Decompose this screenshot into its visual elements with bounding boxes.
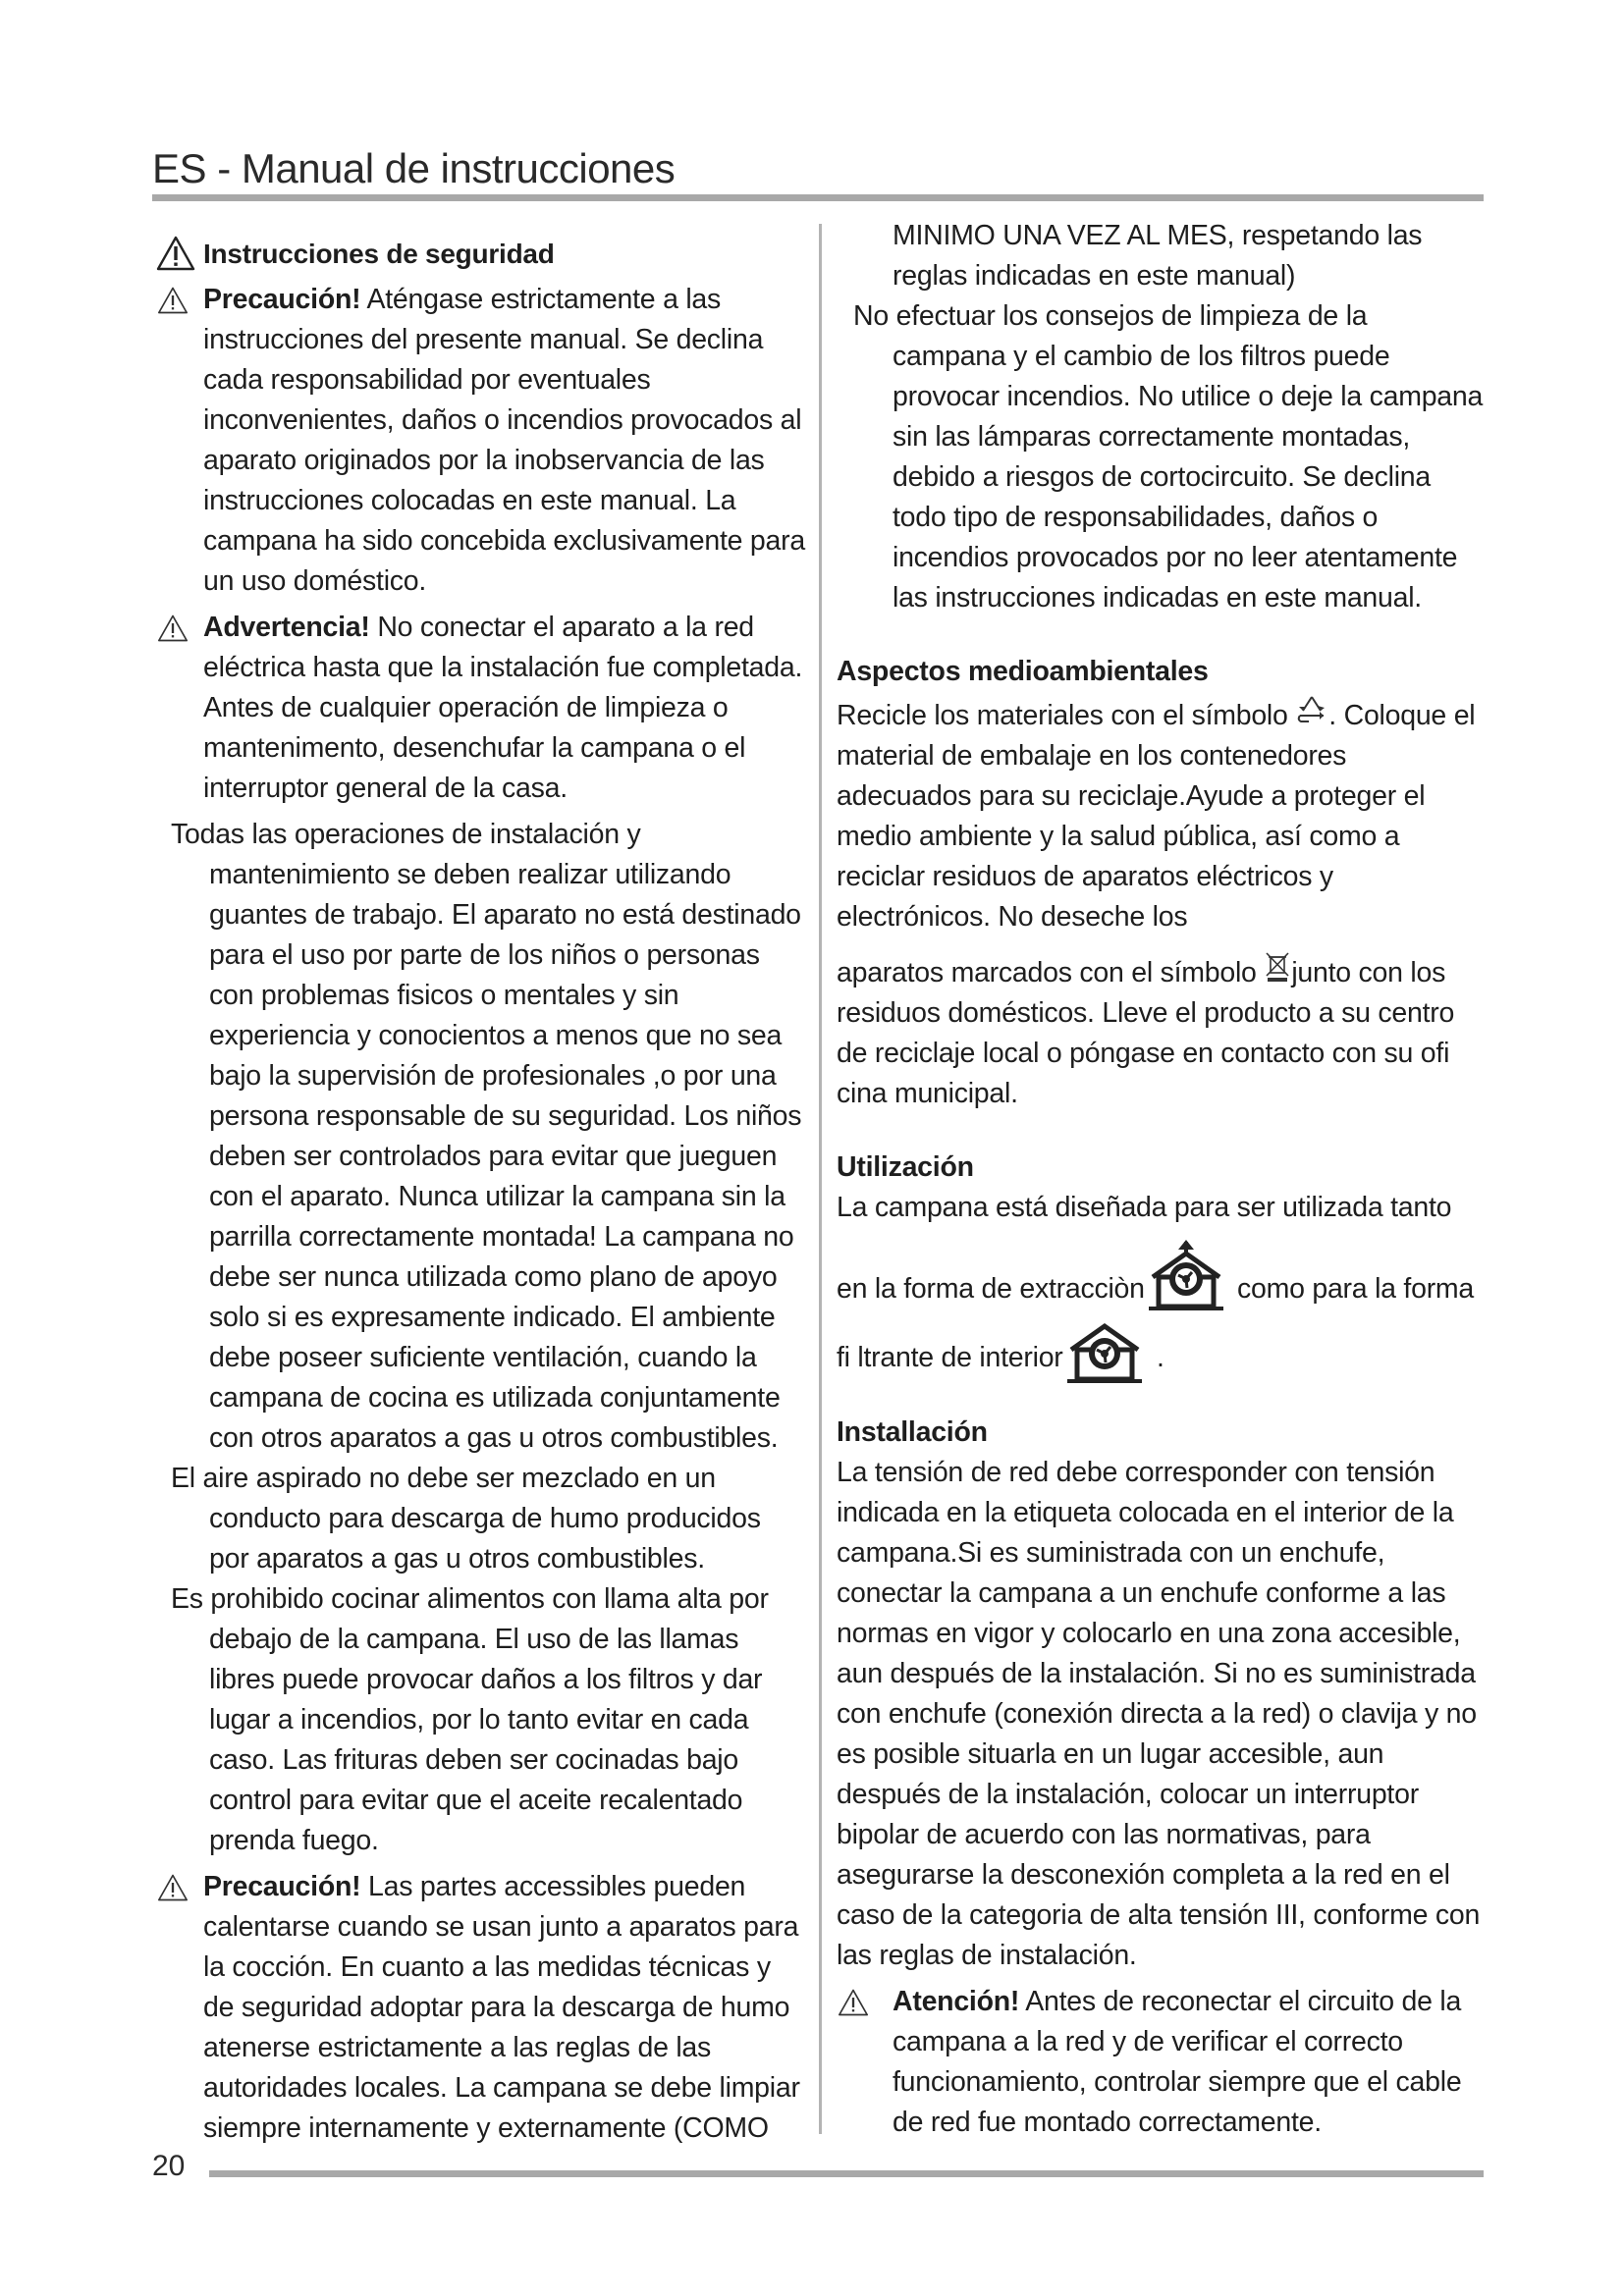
environment-text-c: aparatos marcados con el símbolo: [837, 957, 1265, 988]
usage-heading: Utilización: [837, 1151, 974, 1183]
precaucion-notice: [156, 280, 805, 602]
paragraph-aspirated-air: El aire aspirado no debe ser mezclado en un conducto para descarga de humo producidos por aparatos a gas u otros combustibles.: [171, 1463, 761, 1575]
precaucion-label-2: Precaución!: [203, 1871, 361, 1902]
usage-text-d: .: [1157, 1342, 1164, 1373]
advertencia-text: No conectar el aparato a la red eléctrica hasta que la instalación fue completada. Antes de cualquier operación de limpieza o mantenimento, desenchufar la campana o el interruptor general de la casa.: [203, 612, 803, 804]
paragraph-continuation: MINIMO UNA VEZ AL MES, respetando las reglas indicadas en este manual): [893, 220, 1423, 292]
advertencia-notice: [156, 608, 805, 809]
column-divider: [819, 224, 822, 2134]
recycle-icon: [1295, 694, 1328, 725]
left-column: [162, 234, 805, 2149]
page-number: 20: [152, 2150, 186, 2182]
installation-heading: Installación: [837, 1416, 988, 1448]
precaucion-notice-2: [156, 1867, 805, 2149]
environment-paragraph-2: [837, 953, 1485, 1114]
atencion-notice: [837, 1982, 1485, 2143]
atencion-label: Atención!: [893, 1986, 1020, 2017]
footer-divider: [209, 2170, 1484, 2177]
usage-text-b: como para la forma: [1237, 1273, 1475, 1305]
usage-text-a: en la forma de extracciòn: [837, 1273, 1145, 1305]
advertencia-label: Advertencia!: [203, 612, 370, 643]
precaucion-text-2: Las partes accessibles pueden calentarse cuando se usan junto a aparatos para la cocción. En cuanto a las medidas técnicas y de seguridad adoptar para la descarga de humo atenerse estrictamente a las reglas de las autoridades locales. La campana se debe limpiar siempre internamente y externamente (COMO: [203, 1871, 800, 2144]
page-title: ES - Manual de instrucciones: [152, 145, 676, 191]
atencion-text: Antes de reconectar el circuito de la campana a la red y de verificar el correcto funcionamiento, controlar siempre que el cable de red fue montado correctamente.: [893, 1986, 1462, 2138]
precaucion-text: Aténgase estrictamente a las instrucciones del presente manual. Se declina cada responsabilidad por eventuales inconvenientes, daños o incendios provocados al aparato originados por la inobservancia de las instrucciones colocadas en este manual. La campana ha sido concebida exclusivamente para un uso doméstico.: [203, 284, 805, 597]
environment-text-a: Recicle los materiales con el símbolo: [837, 700, 1296, 731]
warning-triangle-icon: [837, 1988, 870, 2017]
extraction-mode-icon: [1149, 1240, 1223, 1312]
environment-text-d: junto con los residuos domésticos. Lleve el producto a su centro de reciclaje local o póngase en contacto con su ofi cina municipal.: [837, 957, 1455, 1109]
usage-line-3: [837, 1322, 1485, 1383]
usage-text-c: fi ltrante de interior: [837, 1342, 1063, 1373]
paragraph-cleaning-advice: No efectuar los consejos de limpieza de la campana y el cambio de los filtros puede provocar incendios. No utilice o deje la campana sin las lámparas correctamente montadas, debido a riesgos de cortocircuito. Se declina todo tipo de responsabilidades, daños o incendios provocados por no leer atentamente las instrucciones indicadas en este manual.: [853, 300, 1484, 614]
warning-triangle-icon: [156, 236, 195, 271]
environment-text-b: . Coloque el material de embalaje en los contenedores adecuados para su reciclaje.Ayude a proteger el medio ambiente y la salud pública, así como a reciclar residuos de aparatos eléctricos y electrónicos. No deseche los: [837, 700, 1476, 933]
environment-heading: Aspectos medioambientales: [837, 656, 1209, 687]
precaucion-label: Precaución!: [203, 284, 361, 315]
warning-triangle-icon: [156, 286, 189, 315]
warning-triangle-icon: [156, 614, 189, 643]
header-divider: [152, 194, 1484, 201]
recirculation-mode-icon: [1067, 1322, 1142, 1385]
usage-line-1: La campana está diseñada para ser utilizada tanto: [837, 1192, 1452, 1223]
weee-crossed-bin-icon: [1264, 949, 1291, 983]
safety-section-heading: [156, 234, 805, 274]
safety-section-title: Instrucciones de seguridad: [203, 239, 555, 269]
paragraph-operations: Todas las operaciones de instalación y mantenimiento se deben realizar utilizando guantes de trabajo. El aparato no está destinado para el uso por parte de los niños o personas con problemas fisicos o mentales y sin experiencia y conocientos a menos que no sea bajo la supervisión de profesionales ,o por una persona responsable de su seguridad. Los niños deben ser controlados para evitar que jueguen con el aparato. Nunca utilizar la campana sin la parrilla correctamente montada! La campana no debe ser nunca utilizada como plano de apoyo solo si es expresamente indicado. El ambiente debe poseer suficiente ventilación, cuando la campana de cocina es utilizada conjuntamente con otros aparatos a gas u otros combustibles.: [171, 819, 802, 1454]
usage-line-2: [837, 1240, 1485, 1308]
right-column: [837, 216, 1485, 2143]
environment-paragraph: [837, 696, 1485, 937]
installation-paragraph: La tensión de red debe corresponder con tensión indicada en la etiqueta colocada en el interior de la campana.Si es suministrada con un enchufe, conectar la campana a un enchufe conforme a las normas en vigor y colocarlo en una zona accesible, aun después de la instalación. Si no es suministrada con enchufe (conexión directa a la red) o clavija y no es posible situarla en un lugar accesible, aun después de la instalación, colocar un interruptor bipolar de acuerdo con las normativas, para asegurarse la desconexión completa a la red en el caso de la categoria de alta tensión III, conforme con las reglas de instalación.: [837, 1457, 1481, 1971]
warning-triangle-icon: [156, 1873, 189, 1902]
paragraph-flames: Es prohibido cocinar alimentos con llama alta por debajo de la campana. El uso de las llamas libres puede provocar daños a los filtros y dar lugar a incendios, por lo tanto evitar en cada caso. Las frituras deben ser cocinadas bajo control para evitar que el aceite recalentado prenda fuego.: [171, 1583, 769, 1856]
